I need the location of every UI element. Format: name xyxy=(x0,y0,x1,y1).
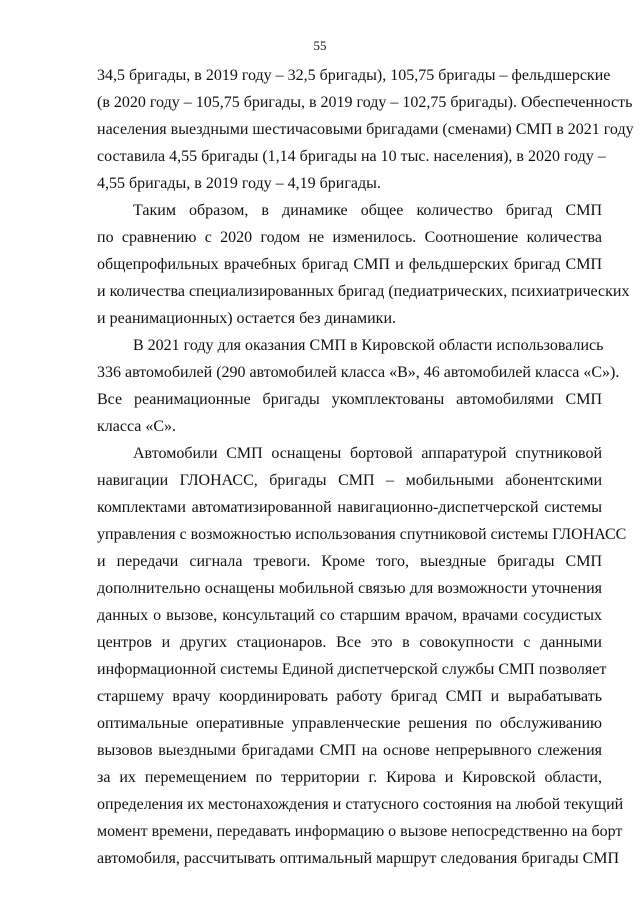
text-line: (в 2020 году – 105,75 бригады, в 2019 году – 102,75 бригады). Обеспеченность xyxy=(97,94,633,111)
text-line: В 2021 году для оказания СМП в Кировской области использовались xyxy=(133,337,604,354)
text-line: центров и других стационаров. Все это в совокупности с данными xyxy=(97,634,602,651)
text-line: навигации ГЛОНАСС, бригады СМП – мобильными абонентскими xyxy=(97,472,602,489)
text-line: за их перемещением по территории г. Кирова и Кировской области, xyxy=(97,769,602,786)
text-line: старшему врачу координировать работу бригад СМП и вырабатывать xyxy=(97,688,602,705)
text-line: 336 автомобилей (290 автомобилей класса «В», 46 автомобилей класса «С»). xyxy=(97,364,620,381)
text-line: Таким образом, в динамике общее количество бригад СМП xyxy=(133,202,602,219)
text-line: по сравнению с 2020 годом не изменилось. Соотношение количества xyxy=(97,229,602,246)
text-line: управления с возможностью использования спутниковой системы ГЛОНАСС xyxy=(97,526,627,543)
text-line: комплектами автоматизированной навигационно-диспетчерской системы xyxy=(97,499,602,516)
text-line: информационной системы Единой диспетчерской службы СМП позволяет xyxy=(97,661,607,678)
text-line: оптимальные оперативные управленческие решения по обслуживанию xyxy=(97,715,602,732)
text-line: 4,55 бригады, в 2019 году – 4,19 бригады. xyxy=(97,175,381,192)
text-line: населения выездными шестичасовыми бригадами (сменами) СМП в 2021 году xyxy=(97,121,634,138)
text-line: Автомобили СМП оснащены бортовой аппаратурой спутниковой xyxy=(133,445,602,462)
text-line: момент времени, передавать информацию о вызове непосредственно на борт xyxy=(97,823,623,840)
text-line: автомобиля, рассчитывать оптимальный маршрут следования бригады СМП xyxy=(97,850,620,867)
text-line: и реанимационных) остается без динамики. xyxy=(97,310,397,327)
text-line: и передачи сигнала тревоги. Кроме того, выездные бригады СМП xyxy=(97,553,602,570)
text-line: класса «С». xyxy=(97,418,177,435)
text-line: определения их местонахождения и статусного состояния на любой текущий xyxy=(97,796,624,813)
text-line: общепрофильных врачебных бригад СМП и фельдшерских бригад СМП xyxy=(97,256,602,273)
text-line: вызовов выездными бригадами СМП на основе непрерывного слежения xyxy=(97,742,602,759)
text-line: Все реанимационные бригады укомплектованы автомобилями СМП xyxy=(97,391,602,408)
page-number: 55 xyxy=(313,38,327,53)
text-line: и количества специализированных бригад (педиатрических, психиатрических xyxy=(97,283,630,300)
text-line: данных о вызове, консультаций со старшим врачом, врачами сосудистых xyxy=(97,607,602,624)
text-line: дополнительно оснащены мобильной связью для возможности уточнения xyxy=(97,580,602,597)
text-line: 34,5 бригады, в 2019 году – 32,5 бригады), 105,75 бригады – фельдшерские xyxy=(97,67,611,84)
text-line: составила 4,55 бригады (1,14 бригады на 10 тыс. населения), в 2020 году – xyxy=(97,148,606,165)
